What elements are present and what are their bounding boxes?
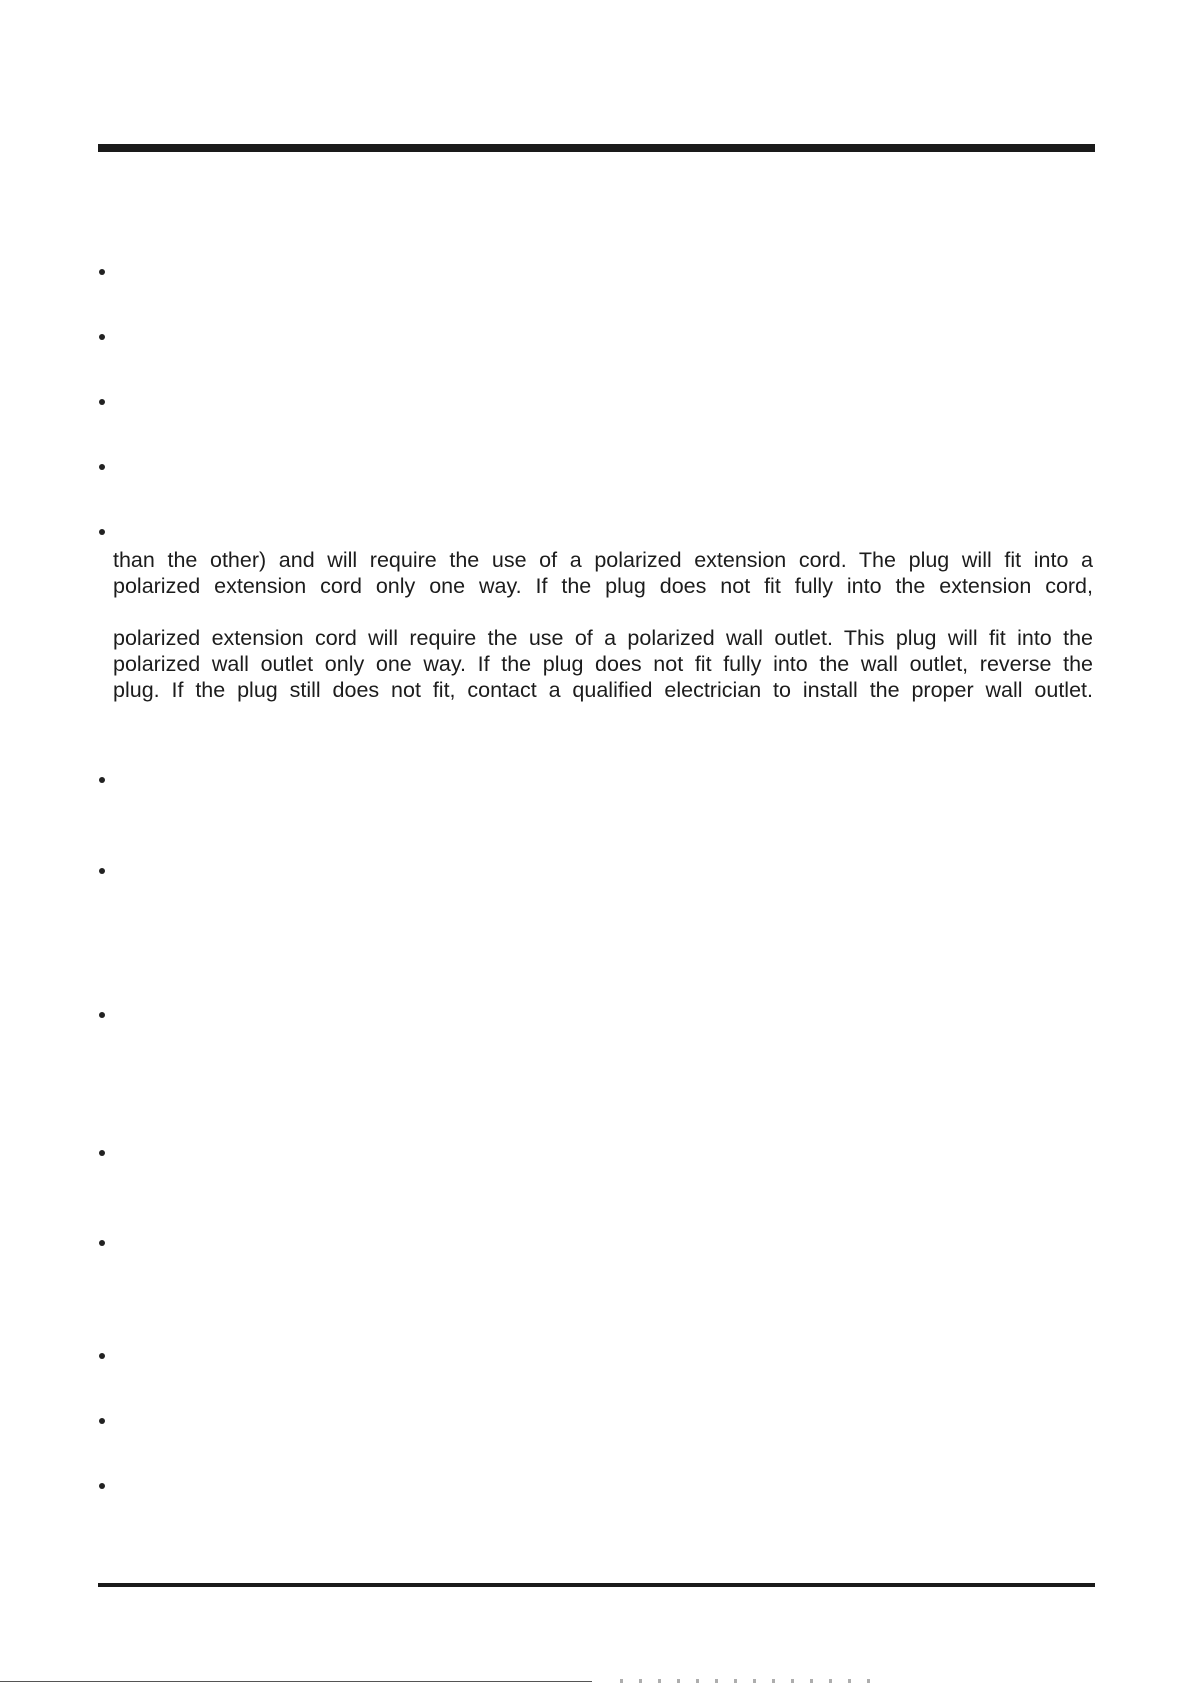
bullet-marker-5: [99, 529, 105, 535]
bullet-marker-7: [99, 868, 105, 874]
header-rule: [98, 144, 1095, 152]
bullet-marker-2: [99, 334, 105, 340]
bullet-marker-6: [99, 777, 105, 783]
footer-rule: [98, 1583, 1095, 1587]
paragraph-line-2: polarized extension cord only one way. If the plug does not fit fully into the extension cord,: [113, 574, 1093, 598]
bullet-marker-3: [99, 399, 105, 405]
bullet-marker-12: [99, 1418, 105, 1424]
bullet-marker-4: [99, 464, 105, 470]
bullet-marker-13: [99, 1483, 105, 1489]
bullet-marker-11: [99, 1353, 105, 1359]
scan-edge-line: [0, 1681, 592, 1682]
paragraph-line-blank: [113, 599, 1093, 625]
paragraph-line-4: polarized extension cord will require the use of a polarized wall outlet. This plug will fit into the: [113, 626, 1093, 650]
paragraph-line-5: polarized wall outlet only one way. If the plug does not fit fully into the wall outlet, reverse the: [113, 652, 1093, 676]
bullet-marker-9: [99, 1150, 105, 1156]
bullet-marker-10: [99, 1240, 105, 1246]
paragraph-line-1: than the other) and will require the use of a polarized extension cord. The plug will fit into a: [113, 548, 1093, 572]
scan-edge-marks: [620, 1679, 880, 1683]
bullet-marker-8: [99, 1012, 105, 1018]
paragraph-line-6: plug. If the plug still does not fit, contact a qualified electrician to install the proper wall outlet.: [113, 678, 1093, 702]
polarized-plug-paragraph: [113, 547, 1093, 703]
bullet-marker-1: [99, 269, 105, 275]
